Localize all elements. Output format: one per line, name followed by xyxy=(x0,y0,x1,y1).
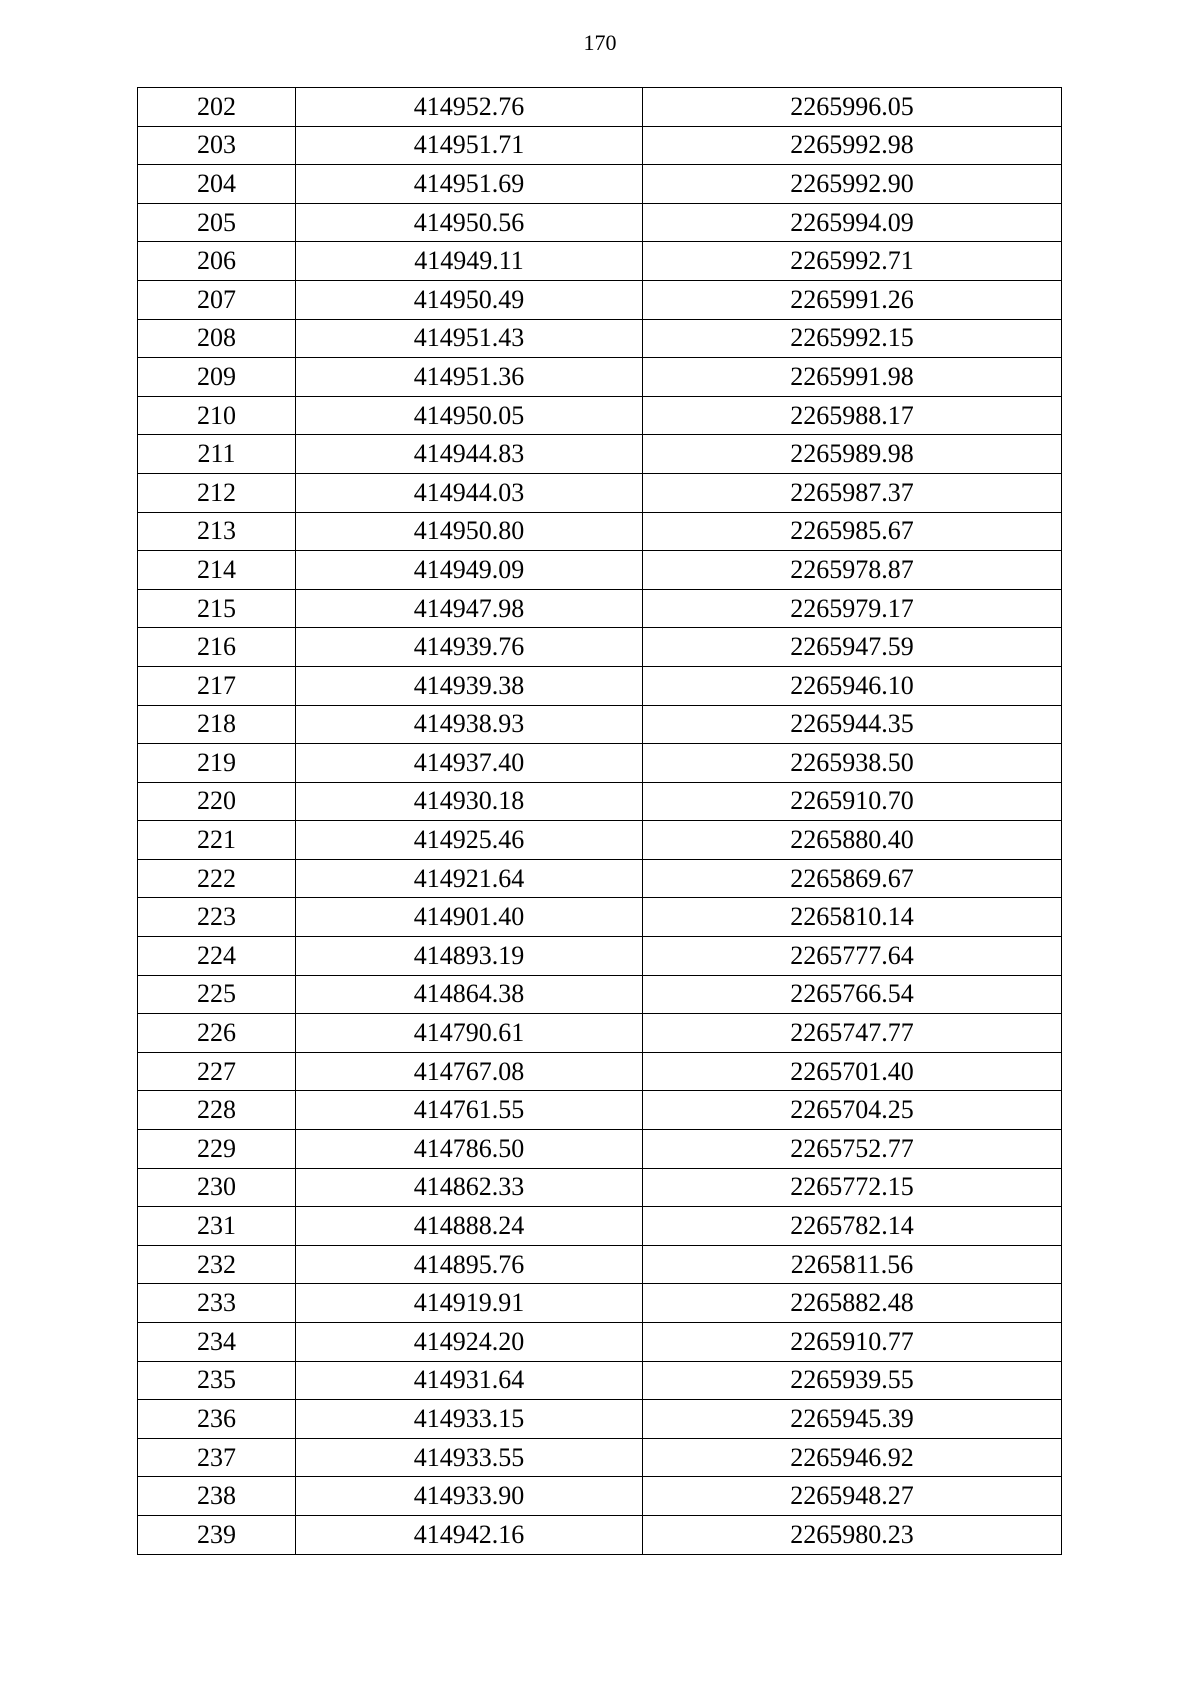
x-coordinate-cell: 414888.24 xyxy=(296,1207,643,1246)
x-coordinate-cell: 414931.64 xyxy=(296,1361,643,1400)
point-number-cell: 226 xyxy=(138,1014,296,1053)
x-coordinate-cell: 414951.71 xyxy=(296,126,643,165)
point-number-cell: 215 xyxy=(138,589,296,628)
table-row xyxy=(138,782,1062,821)
x-coordinate-cell: 414944.03 xyxy=(296,473,643,512)
table-row xyxy=(138,203,1062,242)
table-row xyxy=(138,319,1062,358)
y-coordinate-cell: 2265978.87 xyxy=(643,551,1062,590)
x-coordinate-cell: 414950.05 xyxy=(296,396,643,435)
point-number-cell: 227 xyxy=(138,1052,296,1091)
point-number-cell: 212 xyxy=(138,473,296,512)
table-row xyxy=(138,589,1062,628)
x-coordinate-cell: 414790.61 xyxy=(296,1014,643,1053)
table-row xyxy=(138,1284,1062,1323)
table-row xyxy=(138,1438,1062,1477)
x-coordinate-cell: 414942.16 xyxy=(296,1515,643,1554)
y-coordinate-cell: 2265910.70 xyxy=(643,782,1062,821)
y-coordinate-cell: 2265994.09 xyxy=(643,203,1062,242)
x-coordinate-cell: 414925.46 xyxy=(296,821,643,860)
table-row xyxy=(138,1361,1062,1400)
y-coordinate-cell: 2265980.23 xyxy=(643,1515,1062,1554)
y-coordinate-cell: 2265979.17 xyxy=(643,589,1062,628)
y-coordinate-cell: 2265985.67 xyxy=(643,512,1062,551)
point-number-cell: 237 xyxy=(138,1438,296,1477)
point-number-cell: 221 xyxy=(138,821,296,860)
y-coordinate-cell: 2265991.26 xyxy=(643,280,1062,319)
table-row xyxy=(138,126,1062,165)
table-row xyxy=(138,551,1062,590)
x-coordinate-cell: 414951.69 xyxy=(296,165,643,204)
table-row xyxy=(138,1130,1062,1169)
y-coordinate-cell: 2265996.05 xyxy=(643,88,1062,127)
y-coordinate-cell: 2265772.15 xyxy=(643,1168,1062,1207)
y-coordinate-cell: 2265766.54 xyxy=(643,975,1062,1014)
x-coordinate-cell: 414786.50 xyxy=(296,1130,643,1169)
x-coordinate-cell: 414862.33 xyxy=(296,1168,643,1207)
x-coordinate-cell: 414895.76 xyxy=(296,1245,643,1284)
table-row xyxy=(138,1014,1062,1053)
y-coordinate-cell: 2265938.50 xyxy=(643,744,1062,783)
x-coordinate-cell: 414864.38 xyxy=(296,975,643,1014)
x-coordinate-cell: 414944.83 xyxy=(296,435,643,474)
point-number-cell: 225 xyxy=(138,975,296,1014)
y-coordinate-cell: 2265987.37 xyxy=(643,473,1062,512)
x-coordinate-cell: 414950.56 xyxy=(296,203,643,242)
x-coordinate-cell: 414924.20 xyxy=(296,1323,643,1362)
point-number-cell: 216 xyxy=(138,628,296,667)
point-number-cell: 218 xyxy=(138,705,296,744)
table-row xyxy=(138,937,1062,976)
table-row xyxy=(138,473,1062,512)
table-row xyxy=(138,358,1062,397)
point-number-cell: 223 xyxy=(138,898,296,937)
x-coordinate-cell: 414949.09 xyxy=(296,551,643,590)
point-number-cell: 203 xyxy=(138,126,296,165)
x-coordinate-cell: 414919.91 xyxy=(296,1284,643,1323)
y-coordinate-cell: 2265991.98 xyxy=(643,358,1062,397)
table-row xyxy=(138,898,1062,937)
point-number-cell: 224 xyxy=(138,937,296,976)
point-number-cell: 238 xyxy=(138,1477,296,1516)
point-number-cell: 217 xyxy=(138,666,296,705)
x-coordinate-cell: 414938.93 xyxy=(296,705,643,744)
table-row xyxy=(138,666,1062,705)
table-row xyxy=(138,1515,1062,1554)
table-row xyxy=(138,1400,1062,1439)
x-coordinate-cell: 414933.55 xyxy=(296,1438,643,1477)
y-coordinate-cell: 2265948.27 xyxy=(643,1477,1062,1516)
point-number-cell: 214 xyxy=(138,551,296,590)
y-coordinate-cell: 2265992.90 xyxy=(643,165,1062,204)
x-coordinate-cell: 414950.80 xyxy=(296,512,643,551)
table-row xyxy=(138,396,1062,435)
table-row xyxy=(138,1052,1062,1091)
y-coordinate-cell: 2265988.17 xyxy=(643,396,1062,435)
x-coordinate-cell: 414767.08 xyxy=(296,1052,643,1091)
x-coordinate-cell: 414947.98 xyxy=(296,589,643,628)
point-number-cell: 207 xyxy=(138,280,296,319)
table-row xyxy=(138,242,1062,281)
table-row xyxy=(138,744,1062,783)
y-coordinate-cell: 2265947.59 xyxy=(643,628,1062,667)
table-row xyxy=(138,435,1062,474)
y-coordinate-cell: 2265747.77 xyxy=(643,1014,1062,1053)
point-number-cell: 204 xyxy=(138,165,296,204)
y-coordinate-cell: 2265939.55 xyxy=(643,1361,1062,1400)
point-number-cell: 229 xyxy=(138,1130,296,1169)
table-row xyxy=(138,88,1062,127)
point-number-cell: 202 xyxy=(138,88,296,127)
table-row xyxy=(138,1091,1062,1130)
point-number-cell: 206 xyxy=(138,242,296,281)
x-coordinate-cell: 414951.43 xyxy=(296,319,643,358)
coordinates-table xyxy=(137,87,1062,1555)
x-coordinate-cell: 414949.11 xyxy=(296,242,643,281)
x-coordinate-cell: 414937.40 xyxy=(296,744,643,783)
point-number-cell: 236 xyxy=(138,1400,296,1439)
y-coordinate-cell: 2265946.10 xyxy=(643,666,1062,705)
x-coordinate-cell: 414950.49 xyxy=(296,280,643,319)
point-number-cell: 209 xyxy=(138,358,296,397)
y-coordinate-cell: 2265811.56 xyxy=(643,1245,1062,1284)
x-coordinate-cell: 414933.90 xyxy=(296,1477,643,1516)
y-coordinate-cell: 2265944.35 xyxy=(643,705,1062,744)
y-coordinate-cell: 2265701.40 xyxy=(643,1052,1062,1091)
table-row xyxy=(138,705,1062,744)
y-coordinate-cell: 2265704.25 xyxy=(643,1091,1062,1130)
point-number-cell: 235 xyxy=(138,1361,296,1400)
x-coordinate-cell: 414901.40 xyxy=(296,898,643,937)
point-number-cell: 210 xyxy=(138,396,296,435)
table-row xyxy=(138,512,1062,551)
y-coordinate-cell: 2265910.77 xyxy=(643,1323,1062,1362)
point-number-cell: 232 xyxy=(138,1245,296,1284)
point-number-cell: 205 xyxy=(138,203,296,242)
y-coordinate-cell: 2265782.14 xyxy=(643,1207,1062,1246)
x-coordinate-cell: 414921.64 xyxy=(296,859,643,898)
point-number-cell: 234 xyxy=(138,1323,296,1362)
point-number-cell: 211 xyxy=(138,435,296,474)
point-number-cell: 233 xyxy=(138,1284,296,1323)
x-coordinate-cell: 414893.19 xyxy=(296,937,643,976)
x-coordinate-cell: 414951.36 xyxy=(296,358,643,397)
point-number-cell: 222 xyxy=(138,859,296,898)
x-coordinate-cell: 414933.15 xyxy=(296,1400,643,1439)
x-coordinate-cell: 414930.18 xyxy=(296,782,643,821)
table-row xyxy=(138,1477,1062,1516)
y-coordinate-cell: 2265992.71 xyxy=(643,242,1062,281)
table-row xyxy=(138,165,1062,204)
y-coordinate-cell: 2265882.48 xyxy=(643,1284,1062,1323)
point-number-cell: 219 xyxy=(138,744,296,783)
x-coordinate-cell: 414952.76 xyxy=(296,88,643,127)
x-coordinate-cell: 414761.55 xyxy=(296,1091,643,1130)
point-number-cell: 208 xyxy=(138,319,296,358)
x-coordinate-cell: 414939.38 xyxy=(296,666,643,705)
table-row xyxy=(138,1207,1062,1246)
table-row xyxy=(138,1323,1062,1362)
y-coordinate-cell: 2265810.14 xyxy=(643,898,1062,937)
y-coordinate-cell: 2265752.77 xyxy=(643,1130,1062,1169)
page-number: 170 xyxy=(583,30,617,55)
table-row xyxy=(138,821,1062,860)
point-number-cell: 230 xyxy=(138,1168,296,1207)
point-number-cell: 213 xyxy=(138,512,296,551)
point-number-cell: 220 xyxy=(138,782,296,821)
table-row xyxy=(138,280,1062,319)
table-row xyxy=(138,628,1062,667)
point-number-cell: 239 xyxy=(138,1515,296,1554)
y-coordinate-cell: 2265945.39 xyxy=(643,1400,1062,1439)
y-coordinate-cell: 2265880.40 xyxy=(643,821,1062,860)
table-body xyxy=(138,88,1062,1555)
y-coordinate-cell: 2265992.98 xyxy=(643,126,1062,165)
y-coordinate-cell: 2265869.67 xyxy=(643,859,1062,898)
y-coordinate-cell: 2265946.92 xyxy=(643,1438,1062,1477)
y-coordinate-cell: 2265992.15 xyxy=(643,319,1062,358)
table-row xyxy=(138,1245,1062,1284)
table-row xyxy=(138,1168,1062,1207)
table-row xyxy=(138,975,1062,1014)
y-coordinate-cell: 2265777.64 xyxy=(643,937,1062,976)
table-row xyxy=(138,859,1062,898)
y-coordinate-cell: 2265989.98 xyxy=(643,435,1062,474)
point-number-cell: 231 xyxy=(138,1207,296,1246)
point-number-cell: 228 xyxy=(138,1091,296,1130)
x-coordinate-cell: 414939.76 xyxy=(296,628,643,667)
